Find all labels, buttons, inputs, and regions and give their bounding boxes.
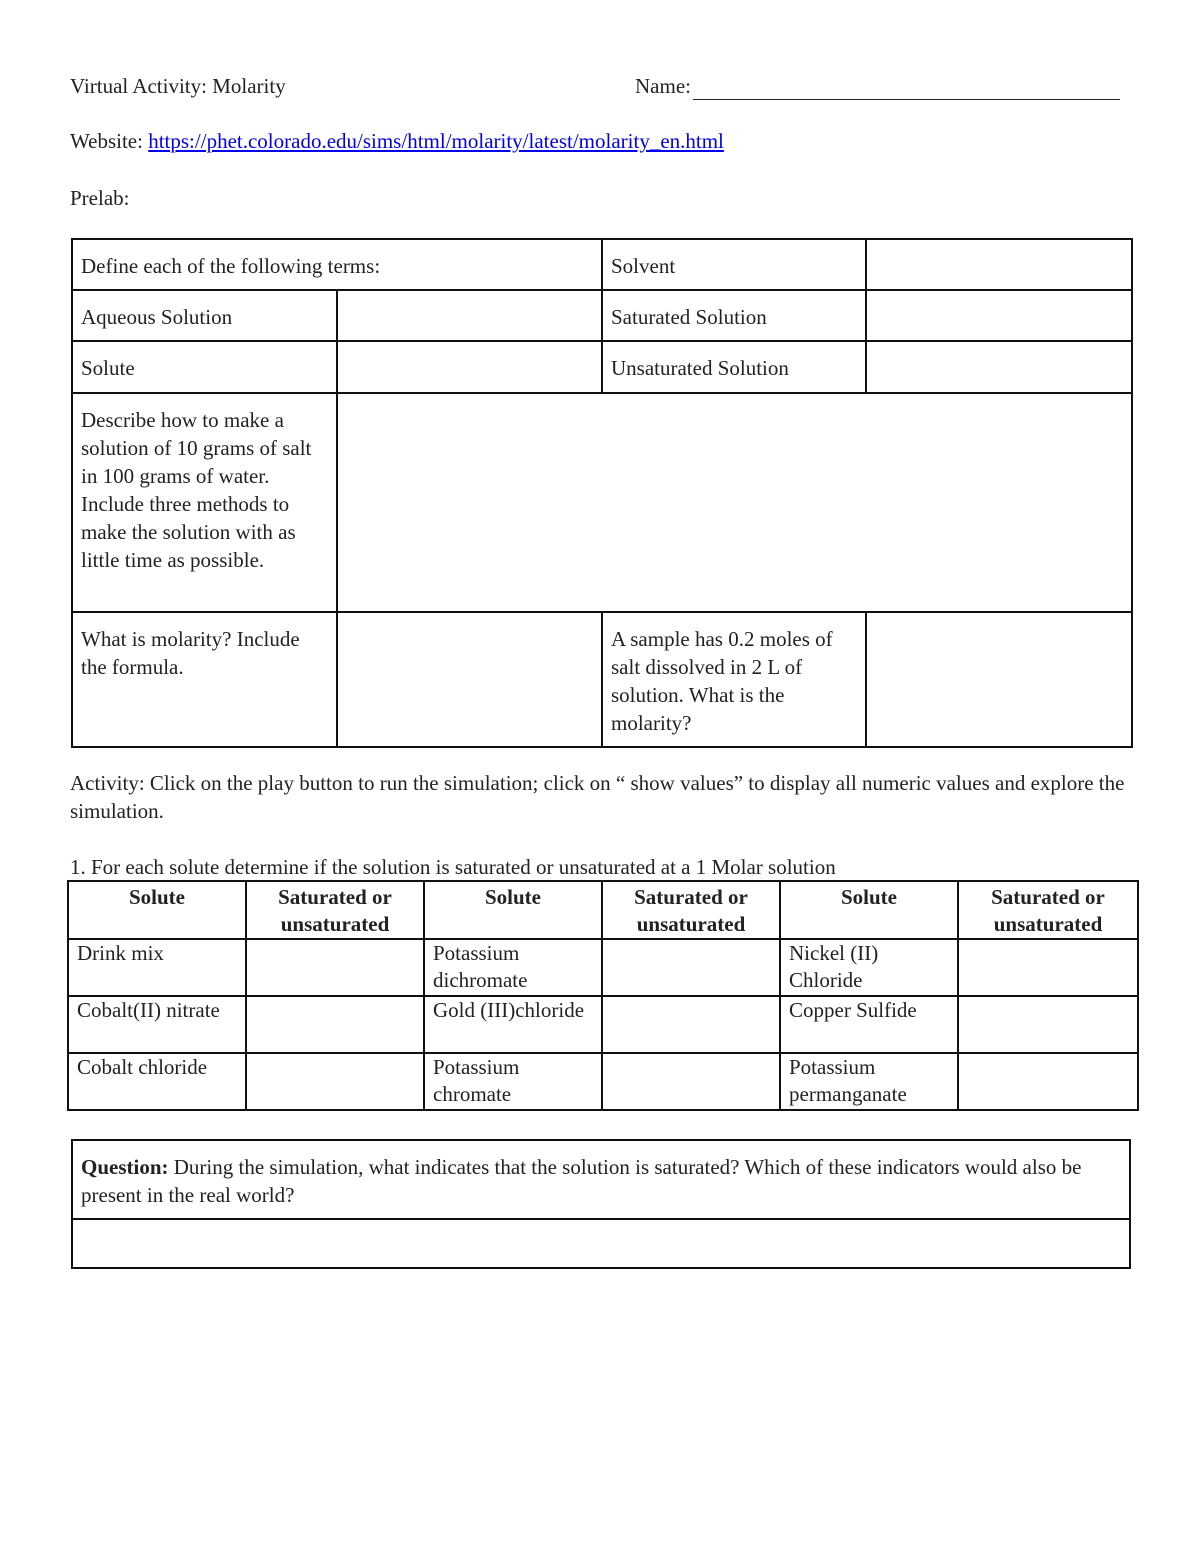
status-answer-cell[interactable] [958,1053,1138,1110]
status-answer-cell[interactable] [602,1053,780,1110]
header-solute-1: Solute [68,881,246,939]
aqueous-term-cell: Aqueous Solution [72,290,337,341]
solute-name: Cobalt(II) nitrate [68,996,246,1053]
website-label: Website: [70,129,149,153]
solute-name: Potassium dichromate [424,939,602,996]
solute-table [67,880,1139,1111]
activity-instructions: Activity: Click on the play button to run the simulation; click on “ show values” to display all numeric values and explore the simulation. [70,771,1125,823]
solute-name: Gold (III)chloride [424,996,602,1053]
describe-answer-cell[interactable] [337,393,1132,612]
header-status-2: Saturated or unsaturated [602,881,780,939]
solute-answer-cell[interactable] [337,341,602,393]
header-status-1: Saturated or unsaturated [246,881,424,939]
saturated-answer-cell[interactable] [866,290,1132,341]
aqueous-answer-cell[interactable] [337,290,602,341]
solvent-answer-cell[interactable] [866,239,1132,290]
status-answer-cell[interactable] [602,939,780,996]
header-status-3: Saturated or unsaturated [958,881,1138,939]
question-label: Question: [81,1155,169,1179]
header-solute-2: Solute [424,881,602,939]
sample-prompt-cell: A sample has 0.2 moles of salt dissolved in 2 L of solution. What is the molarity? [602,612,866,747]
molarity-answer-cell[interactable] [337,612,602,747]
unsaturated-term-cell: Unsaturated Solution [602,341,866,393]
question-prompt-cell [72,1140,1130,1219]
table-row [68,1053,1138,1110]
molarity-prompt-cell: What is molarity? Include the formula. [72,612,337,747]
name-field[interactable] [635,72,1120,100]
question-box [71,1139,1131,1269]
status-answer-cell[interactable] [602,996,780,1053]
solute-name: Potassium chromate [424,1053,602,1110]
status-answer-cell[interactable] [958,939,1138,996]
solute-term-cell: Solute [72,341,337,393]
name-label: Name: [635,74,691,98]
prelab-table [71,238,1133,748]
question-answer-cell[interactable] [72,1219,1130,1268]
worksheet-title: Virtual Activity: Molarity [70,74,286,98]
solvent-term-cell: Solvent [602,239,866,290]
prelab-heading: Prelab: [70,186,130,210]
table-row [68,996,1138,1053]
website-link[interactable]: https://phet.colorado.edu/sims/html/molarity/latest/molarity_en.html [148,129,724,153]
solute-name: Potassium permanganate [780,1053,958,1110]
table-row [68,939,1138,996]
solute-name: Cobalt chloride [68,1053,246,1110]
status-answer-cell[interactable] [958,996,1138,1053]
website-line [70,127,724,155]
question-text: During the simulation, what indicates that the solution is saturated? Which of these indicators would also be present in the real world? [81,1155,1082,1207]
status-answer-cell[interactable] [246,939,424,996]
sample-answer-cell[interactable] [866,612,1132,747]
header-solute-3: Solute [780,881,958,939]
unsaturated-answer-cell[interactable] [866,341,1132,393]
solute-name: Drink mix [68,939,246,996]
solute-name: Nickel (II) Chloride [780,939,958,996]
solute-name: Copper Sulfide [780,996,958,1053]
saturated-term-cell: Saturated Solution [602,290,866,341]
status-answer-cell[interactable] [246,1053,424,1110]
question-1-text: 1. For each solute determine if the solution is saturated or unsaturated at a 1 Molar solution [70,855,836,879]
status-answer-cell[interactable] [246,996,424,1053]
describe-prompt-cell: Describe how to make a solution of 10 grams of salt in 100 grams of water. Include three methods to make the solution with as little time as possible. [72,393,337,612]
name-blank-line[interactable] [693,75,1120,100]
define-prompt-cell: Define each of the following terms: [72,239,602,290]
